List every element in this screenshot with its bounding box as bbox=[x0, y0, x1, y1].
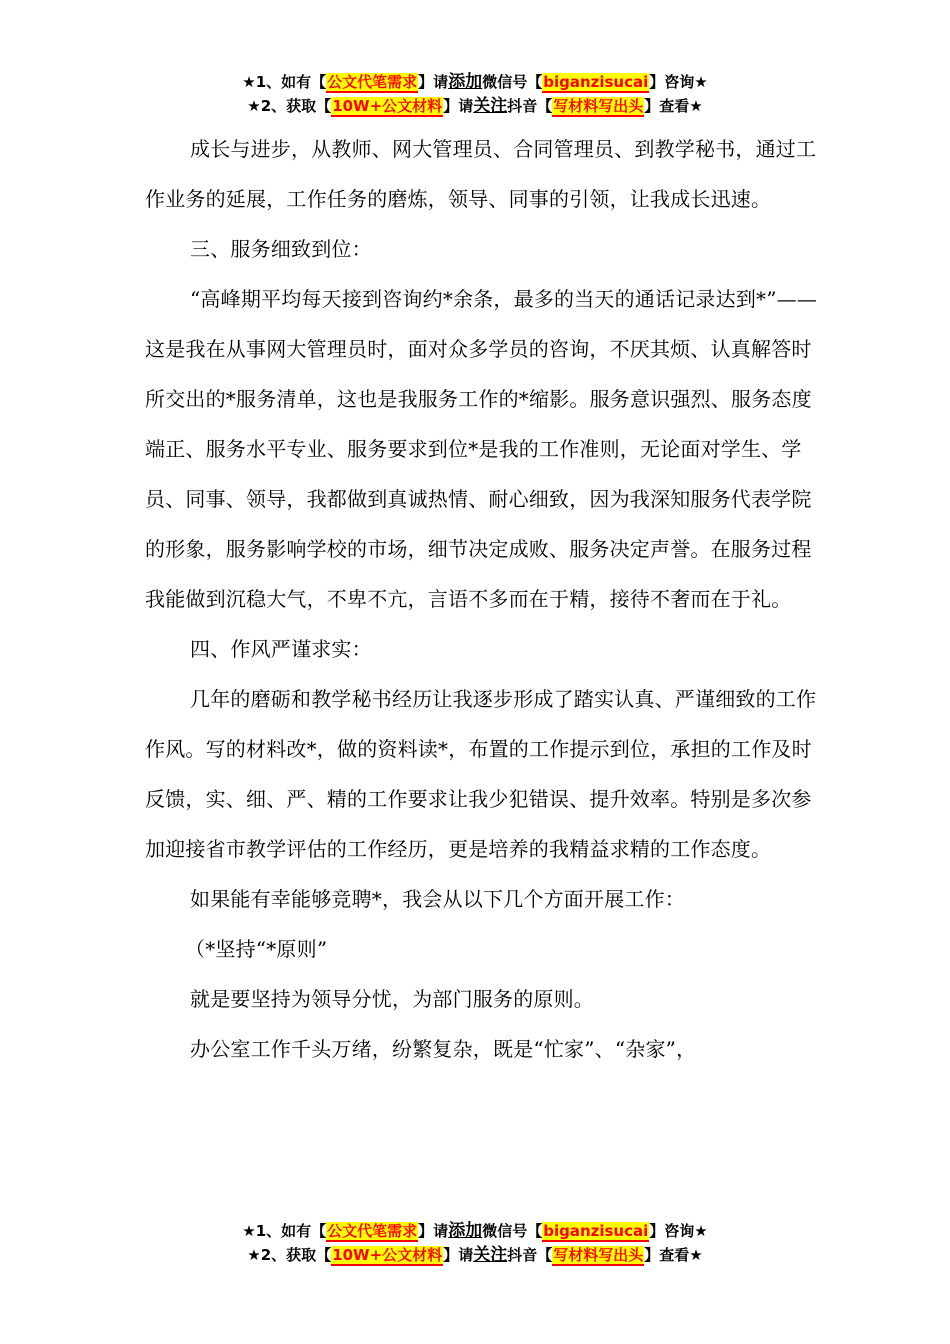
sub-heading: （*坚持“*原则” bbox=[185, 937, 328, 961]
highlight-materials: 10W+公文材料 bbox=[332, 97, 443, 115]
banner-text: 抖音【 bbox=[507, 97, 553, 115]
banner-text: 】咨询★ bbox=[649, 73, 708, 91]
section-heading: 四、作风严谨求实： bbox=[190, 637, 372, 661]
banner-text: ★1、如有【 bbox=[242, 73, 327, 91]
footer-banner bbox=[0, 1219, 950, 1267]
paragraph: “高峰期平均每天接到咨询约*余条，最多的当天的通话记录达到*”——这是我在从事网大管理员时，面对众多学员的咨询，不厌其烦、认真解答时所交出的*服务清单，这也是我服务工作的*缩影。服务意识强烈、服务态度端正、服务水平专业、服务要求到位*是我的工作准则，无论面对学生、学员、同事、领导，我都做到真诚热情、耐心细致，因为我深知服务代表学院的形象，服务影响学校的市场，细节决定成败、服务决定声誉。在服务过程我能做到沉稳大气，不卑不亢，言语不多而在于精，接待不奢而在于礼。 bbox=[145, 287, 818, 611]
banner-text: 】请 bbox=[443, 97, 474, 115]
banner-line-2 bbox=[0, 1243, 950, 1267]
banner-text: 】咨询★ bbox=[649, 1222, 708, 1240]
highlight-service: 公文代笔需求 bbox=[327, 73, 418, 91]
paragraph: 成长与进步，从教师、网大管理员、合同管理员、到教学秘书，通过工作业务的延展，工作任务的磨炼，领导、同事的引领，让我成长迅速。 bbox=[145, 137, 817, 211]
paragraph: 如果能有幸能够竞聘*，我会从以下几个方面开展工作： bbox=[190, 887, 685, 911]
banner-emphasis: 关注 bbox=[473, 1245, 508, 1265]
banner-text: 微信号【 bbox=[482, 73, 543, 91]
banner-text: 抖音【 bbox=[507, 1246, 553, 1264]
banner-text: 】请 bbox=[418, 73, 449, 91]
paragraph: 几年的磨砺和教学秘书经历让我逐步形成了踏实认真、严谨细致的工作作风。写的材料改*，做的资料读*，布置的工作提示到位，承担的工作及时反馈，实、细、严、精的工作要求让我少犯错误、提升效率。特别是多次参加迎接省市教学评估的工作经历，更是培养的我精益求精的工作态度。 bbox=[145, 687, 817, 861]
banner-text: 】请 bbox=[443, 1246, 474, 1264]
highlight-wechat: biganzisucai bbox=[543, 73, 649, 91]
document-body bbox=[145, 124, 825, 1074]
highlight-materials: 10W+公文材料 bbox=[332, 1246, 443, 1264]
paragraph: 办公室工作千头万绪，纷繁复杂，既是“忙家”、“杂家”， bbox=[190, 1037, 697, 1061]
header-banner bbox=[0, 70, 950, 118]
banner-line-1 bbox=[0, 1219, 950, 1243]
banner-emphasis: 添加 bbox=[448, 1221, 483, 1241]
highlight-douyin: 写材料写出头 bbox=[553, 97, 644, 115]
banner-text: 微信号【 bbox=[482, 1222, 543, 1240]
highlight-douyin: 写材料写出头 bbox=[553, 1246, 644, 1264]
highlight-service: 公文代笔需求 bbox=[327, 1222, 418, 1240]
banner-text: 】请 bbox=[418, 1222, 449, 1240]
banner-text: 】查看★ bbox=[644, 97, 703, 115]
section-heading: 三、服务细致到位： bbox=[190, 237, 372, 261]
banner-line-1 bbox=[0, 70, 950, 94]
banner-emphasis: 关注 bbox=[473, 96, 508, 116]
paragraph: 就是要坚持为领导分忧，为部门服务的原则。 bbox=[190, 987, 594, 1011]
banner-text: ★2、获取【 bbox=[247, 97, 332, 115]
banner-text: 】查看★ bbox=[644, 1246, 703, 1264]
banner-text: ★2、获取【 bbox=[247, 1246, 332, 1264]
banner-line-2 bbox=[0, 94, 950, 118]
banner-emphasis: 添加 bbox=[448, 72, 483, 92]
banner-text: ★1、如有【 bbox=[242, 1222, 327, 1240]
highlight-wechat: biganzisucai bbox=[543, 1222, 649, 1240]
